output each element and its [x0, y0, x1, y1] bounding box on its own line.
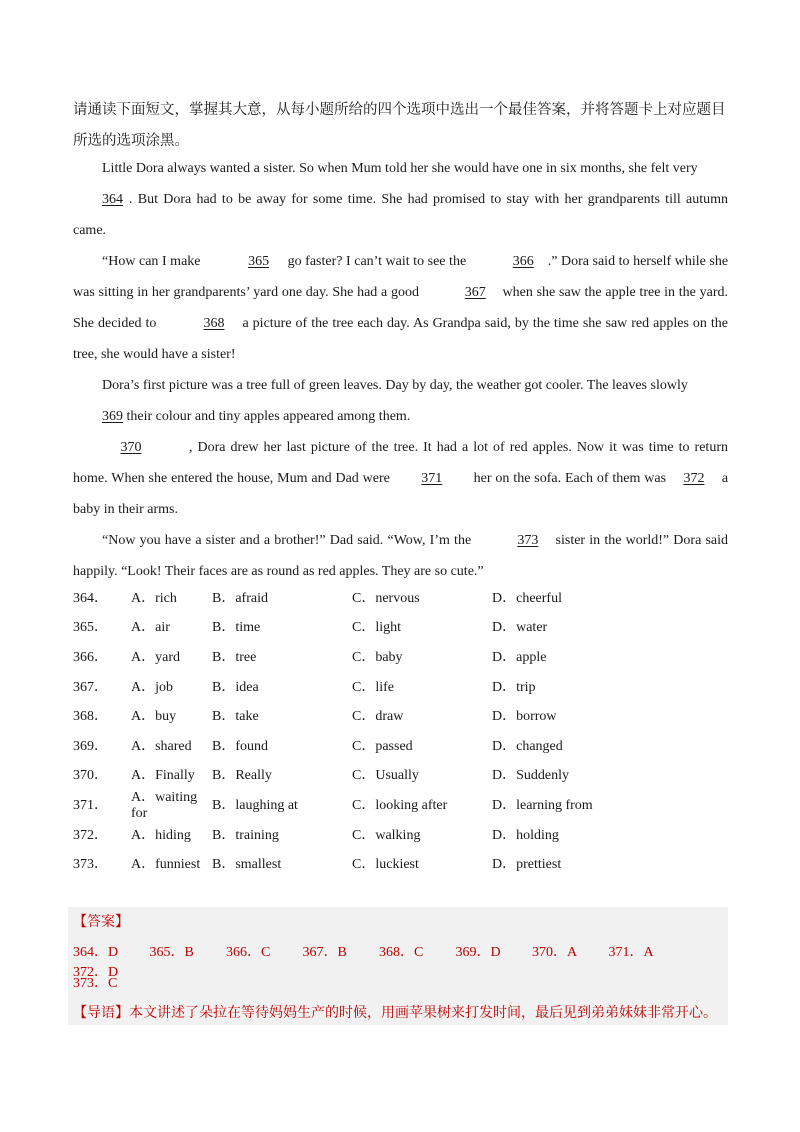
- answer-item: 371．A: [608, 945, 654, 960]
- blank-368: 368: [203, 316, 225, 331]
- passage-text: go faster? I can’t wait to see the: [287, 254, 467, 269]
- blank-369: 369: [102, 409, 123, 424]
- option-b[interactable]: B．training: [212, 827, 279, 843]
- option-c[interactable]: C．draw: [352, 709, 404, 725]
- paragraph-4: [73, 432, 728, 525]
- blank-370: 370: [120, 440, 142, 455]
- question-row: [73, 612, 728, 642]
- question-row: [73, 819, 728, 849]
- option-a[interactable]: A．Finally: [131, 768, 195, 784]
- answer-row-1: [73, 941, 728, 981]
- option-a[interactable]: A．funniest: [131, 857, 201, 873]
- option-d[interactable]: D．prettiest: [492, 857, 562, 873]
- option-d[interactable]: D．Suddenly: [492, 768, 569, 784]
- blank-364: 364: [102, 192, 123, 207]
- option-c[interactable]: C．life: [352, 679, 394, 695]
- option-a[interactable]: A．hiding: [131, 827, 191, 843]
- answer-item: 372．D: [73, 965, 119, 980]
- option-b[interactable]: B．found: [212, 738, 268, 754]
- question-number: 370．: [73, 768, 108, 784]
- question-number: 367．: [73, 679, 108, 695]
- option-c[interactable]: C．passed: [352, 738, 413, 754]
- option-a[interactable]: A．job: [131, 679, 173, 695]
- blank-366: 366: [512, 254, 534, 269]
- question-list: [73, 582, 728, 878]
- option-d[interactable]: D．changed: [492, 738, 563, 754]
- passage-text: a baby in their arms.: [73, 471, 729, 517]
- answer-item: 364．D: [73, 945, 119, 960]
- question-row: [73, 582, 728, 612]
- option-b[interactable]: B．Really: [212, 768, 272, 784]
- option-b[interactable]: B．tree: [212, 649, 257, 665]
- option-a[interactable]: A．shared: [131, 738, 192, 754]
- paragraph-1: [73, 153, 728, 246]
- question-row: [73, 730, 728, 760]
- option-d[interactable]: D．learning from: [492, 797, 593, 813]
- option-d[interactable]: D．borrow: [492, 709, 557, 725]
- paragraph-2: [73, 246, 728, 370]
- passage-text: her on the sofa. Each of them was: [473, 471, 667, 486]
- passage-text: a picture of the tree each day. As Grandpa said, by the time she saw red apples on the tree, she would have a sister!: [73, 316, 729, 362]
- option-d[interactable]: D．cheerful: [492, 590, 562, 606]
- question-row: [73, 641, 728, 671]
- passage-text: when she saw the apple tree in the yard. She decided to: [73, 285, 729, 331]
- option-d[interactable]: D．water: [492, 620, 548, 636]
- option-d[interactable]: D．trip: [492, 679, 536, 695]
- answer-section: [68, 907, 728, 1025]
- option-c[interactable]: C．baby: [352, 649, 403, 665]
- option-d[interactable]: D．holding: [492, 827, 559, 843]
- passage-text: . But Dora had to be away for some time. She had promised to stay with her grandparents till autumn came.: [73, 192, 728, 238]
- option-c[interactable]: C．light: [352, 620, 402, 636]
- answer-item: 373．C: [73, 976, 118, 991]
- option-c[interactable]: C．looking after: [352, 797, 448, 813]
- option-c[interactable]: C．nervous: [352, 590, 420, 606]
- option-a[interactable]: A．buy: [131, 709, 177, 725]
- guide-text: 【导语】本文讲述了朵拉在等待妈妈生产的时候，用画苹果树来打发时间，最后见到弟弟妹妹非常开心。: [73, 1005, 717, 1021]
- answer-item: 367．B: [302, 945, 347, 960]
- passage-text: “How can I make: [102, 254, 201, 269]
- question-row: [73, 848, 728, 878]
- option-c[interactable]: C．walking: [352, 827, 421, 843]
- answer-item: 368．C: [379, 945, 424, 960]
- option-b[interactable]: B．smallest: [212, 857, 282, 873]
- passage-text: their colour and tiny apples appeared among them.: [126, 409, 411, 424]
- option-d[interactable]: D．apple: [492, 649, 547, 665]
- question-row: [73, 700, 728, 730]
- option-a[interactable]: A．air: [131, 620, 170, 636]
- option-b[interactable]: B．laughing at: [212, 797, 298, 813]
- question-row: [73, 671, 728, 701]
- paragraph-3: [73, 370, 728, 432]
- option-c[interactable]: C．luckiest: [352, 857, 419, 873]
- answer-item: 365．B: [149, 945, 194, 960]
- blank-372: 372: [683, 471, 705, 486]
- option-a[interactable]: A．rich: [131, 590, 177, 606]
- question-number: 364．: [73, 590, 108, 606]
- answer-item: 366．C: [226, 945, 271, 960]
- question-row: [73, 760, 728, 790]
- option-a[interactable]: A．yard: [131, 649, 180, 665]
- blank-371: 371: [421, 471, 443, 486]
- answer-heading: 【答案】: [73, 914, 129, 930]
- option-a[interactable]: A．waiting for: [131, 789, 198, 821]
- answer-row-2: [73, 972, 146, 992]
- question-number: 371．: [73, 797, 108, 813]
- answer-item: 369．D: [455, 945, 501, 960]
- option-b[interactable]: B．afraid: [212, 590, 268, 606]
- passage-text: Little Dora always wanted a sister. So when Mum told her she would have one in six months, she felt very: [102, 161, 698, 176]
- blank-365: 365: [248, 254, 270, 269]
- question-number: 368．: [73, 709, 108, 725]
- question-row: [73, 789, 728, 819]
- question-number: 373．: [73, 857, 108, 873]
- paragraph-5: [73, 525, 728, 587]
- passage-text: “Now you have a sister and a brother!” Dad said. “Wow, I’m the: [102, 533, 472, 548]
- answer-item: 370．A: [532, 945, 578, 960]
- option-c[interactable]: C．Usually: [352, 768, 419, 784]
- passage-text: Dora’s first picture was a tree full of green leaves. Day by day, the weather got cooler. The leaves slowly: [102, 378, 688, 393]
- passage-text: sister in the world!” Dora said happily. “Look! Their faces are as round as red apples. They are so cute.”: [73, 533, 729, 579]
- instructions: 请通读下面短文，掌握其大意，从每小题所给的四个选项中选出一个最佳答案，并将答题卡上对应题目所选的选项涂黑。: [73, 102, 726, 149]
- question-number: 369．: [73, 738, 108, 754]
- question-number: 372．: [73, 827, 108, 843]
- option-b[interactable]: B．take: [212, 709, 259, 725]
- passage-text: .” Dora said to herself while she was sitting in her grandparents’ yard one day. She had a good: [73, 254, 729, 300]
- question-number: 366．: [73, 649, 108, 665]
- blank-367: 367: [464, 285, 486, 300]
- reading-passage: [73, 153, 728, 587]
- option-b[interactable]: B．time: [212, 620, 261, 636]
- blank-373: 373: [517, 533, 539, 548]
- passage-text: , Dora drew her last picture of the tree. It had a lot of red apples. Now it was time to return home. When she entered the house, Mum and Dad were: [73, 440, 728, 486]
- question-number: 365．: [73, 620, 108, 636]
- option-b[interactable]: B．idea: [212, 679, 259, 695]
